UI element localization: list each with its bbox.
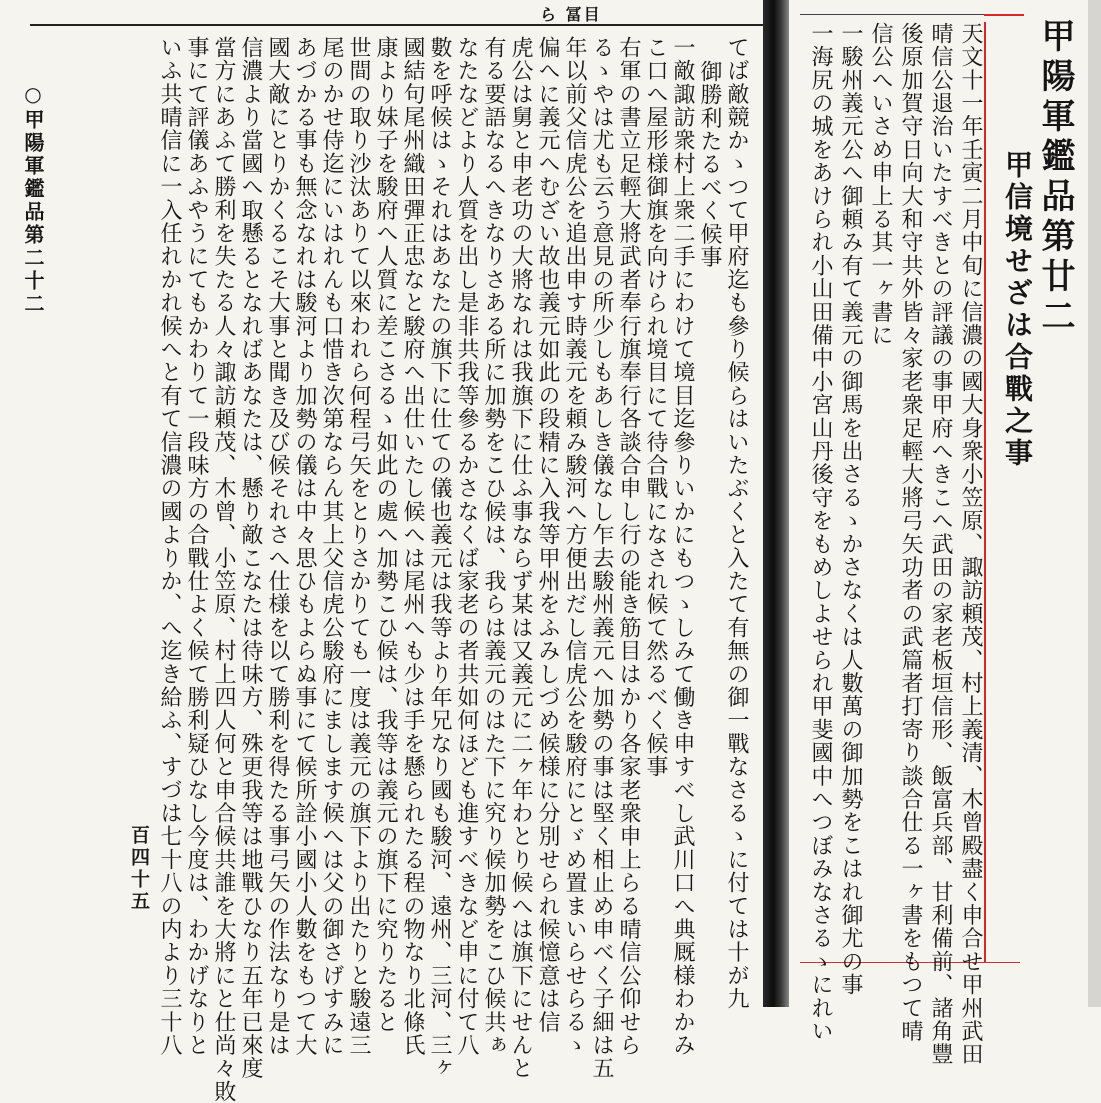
text-column: 一敵諏訪衆村上衆二手にわけて境目迄參りいかにもつゝしみて働き申すべし武川口へ典厩様わかみ [670, 36, 695, 1057]
text-column: 晴信公退治いたすべきとの評議の事甲府へきこへ武田の家老板垣信形、飯富兵部、甘利備前、諸角豐 [928, 22, 953, 1066]
text-column: あづかる事も無念なれは駿河より加勢の儀は中々思ひもよらぬ事にて候所詮小國小人數をもつて大 [292, 36, 317, 1057]
text-column: 右軍の書立足輕大將武者奉行旗奉行各談合申し行の能き筋目はかり各家老衆申上らる晴信公仰せら [616, 36, 641, 1057]
running-header: ら 冨目 [540, 5, 602, 24]
text-column: 信公へいさめ申上る其一ヶ書に [868, 22, 893, 347]
text-column: 天文十一年壬寅二月中旬に信濃の國大身衆小笠原、諏訪頼茂、村上義清、木曾殿盡く申合せ甲州武田 [958, 22, 983, 1066]
text-column: 偏へに義元へむざい故也義元如此の段精に入我等甲州をふみしづめ候様に分別せられ候憶意は信 [535, 36, 560, 1034]
chapter-title: 甲信境せざは合戰之事 [1001, 150, 1034, 470]
text-column: こ口へ屋形様御旗を向けられ境目にて待合戰になされ候て然るべく候事 [643, 36, 668, 779]
text-column: るゝやは尤も云う意見の所少しもあしき儀なし乍去駿州義元へ加勢の事は堅く相止め申べく子細は五 [589, 36, 614, 1081]
header-rule-right [800, 14, 1010, 15]
text-column: 後原加賀守日向大和守共外皆々家老衆足輕大將弓矢功者の武篇者打寄り談合仕る一ヶ書をもつて晴 [898, 22, 923, 1043]
text-column: 年以前父信虎公を追出申す時義元を頼み駿河へ方便出だし信虎公を駿府にとゞめ置まいらせらるゝ [562, 36, 587, 1057]
section-end-marker: ○甲陽軍鑑品第二十二 [21, 82, 45, 316]
book-gutter [763, 0, 789, 1007]
text-column: 信濃より當國へ取懸るとなればあなたは、懸り敵こなたは待味方、殊更我等は地戰ひなり五年已來度 [238, 36, 263, 1080]
page-number: 百四十五 [128, 825, 150, 913]
book-title: 甲陽軍鑑品第廿二 [1035, 18, 1075, 338]
text-column: 虎公は舅と申老功の大將なれは我旗下に仕ふ事ならず某は又義元に二ヶ年わとり候へは旗下にせんと [508, 36, 533, 1080]
text-column: てば敵競かゝつて甲府迄も參り候らはいたぶくと入たて有無の御一戰なさるゝに付ては十が九 [724, 36, 749, 1011]
text-column: 康より妹子を駿府へ人質に差こさるゝ如此の處へ加勢こひ候は、我等は義元の旗下に究りたると [373, 36, 398, 1034]
text-column: 數を呼候はゝそれはあなたの旗下に仕ての儀也義元は我等より年兄なり國も駿河、遠州、三河、三ヶ [427, 36, 452, 1080]
text-column: なたなどより人質を出し是非共我等參るかさなくば家老の者共如何ほども進すべきなど申に付て八 [454, 36, 479, 1057]
text-column: 尾のかせ侍迄にいはれんも口惜き次第ならん其上父信虎公駿府にまします候へは父の御さげすみに [319, 36, 344, 1057]
red-margin-line-top [984, 14, 1024, 16]
text-column: 一駿州義元公へ御頼み有て義元の御馬を出さるゝかさなくは人數萬の御加勢をこはれ御尤の事 [838, 22, 863, 997]
text-column: 有る要語なるへきなりさある所に加勢をこひ候は、我らは義元のはた下に究り候加勢をこひ候共ぁ [481, 36, 506, 1057]
text-column: 國大敵にとりかくるこそ大事と聞き及び候それさへ仕様を以て勝利を得たる事弓矢の作法なり是は [265, 36, 290, 1057]
text-column: 御勝利たるべく候事 [697, 60, 722, 269]
header-rule [30, 24, 765, 26]
text-column: 世間の取り沙汰ありて以來われら何程弓矢をとりさかりても一度は義元の旗下より出たりと駿遠三 [346, 36, 371, 1057]
text-column: いふ共晴信に一入任れかれ候へと有て信濃の國よりか、へ迄き給ふ、すづは七十八の内より三十八 [157, 36, 182, 1057]
text-column: 事にて評儀あふやうにてもかわりて一段味方の合戰仕よく候て勝利疑ひなし今度は、わかげなりと [184, 36, 209, 1057]
text-column: 一海尻の城をあけられ小山田備中小宮山丹後守をもめしよせられ甲斐國中へつぼみなさるゝにれい [808, 22, 833, 1043]
text-column: 國結句尾州織田彈正忠なと駿府へ出仕いたし候へは尾州へも少は手を懸られたる程の物なり北條氏 [400, 36, 425, 1057]
page-edge [1088, 0, 1101, 1007]
text-column: 當方にあふて勝利を失たる人々諏訪頼茂、木曾、小笠原、村上四人何と申合候共誰を大將にと仕尚々敗 [211, 36, 236, 1103]
